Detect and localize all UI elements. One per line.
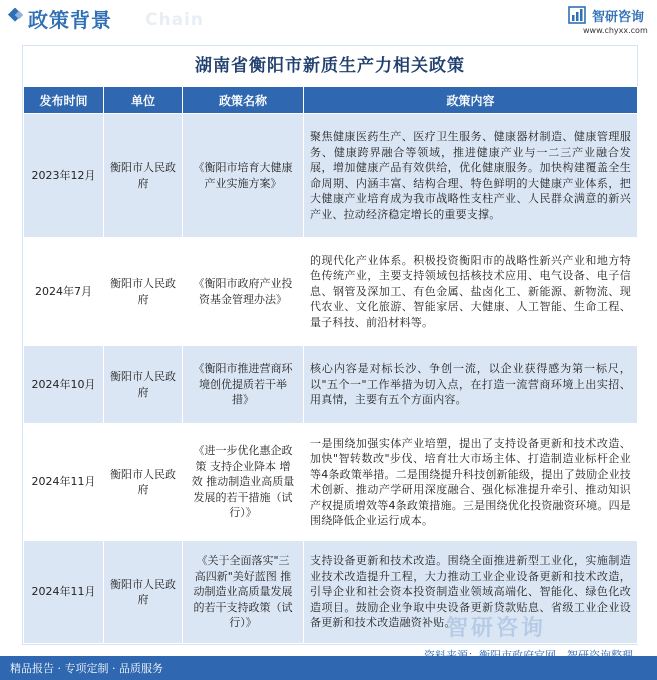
table-row bbox=[24, 424, 638, 541]
cell-unit: 衡阳市人民政府 bbox=[104, 541, 183, 644]
column-header-date: 发布时间 bbox=[24, 87, 104, 114]
section-title: 政策背景 bbox=[28, 8, 112, 32]
cell-policy-name: 《衡阳市政府产业投资基金管理办法》 bbox=[183, 238, 304, 346]
cell-unit: 衡阳市人民政府 bbox=[104, 424, 183, 541]
cell-policy-content: 一是围绕加强实体产业培塑，提出了支持设备更新和技术改造、加快"智转数改"步伐、培育壮大市场主体、打造制造业标杆企业等4条政策举措。二是围绕提升科技创新能级，提出了鼓励企业技术创新、推动产学研用深度融合、强化标准提升牵引、推动知识产权提质增效等4条政策措施。三是围绕优化投资融资环境。四是围绕降低企业运行成本。 bbox=[304, 424, 638, 541]
cell-policy-content: 核心内容是对标长沙、争创一流，以企业获得感为第一标尺，以"五个一"工作举措为切入点，在打造一流营商环境上出实招、用真情，主要有五个方面内容。 bbox=[304, 346, 638, 424]
cell-date: 2024年10月 bbox=[24, 346, 104, 424]
table-row bbox=[24, 346, 638, 424]
table-header-row bbox=[24, 87, 638, 114]
watermark-brand: Chain bbox=[145, 10, 204, 30]
column-header-unit: 单位 bbox=[104, 87, 183, 114]
cell-policy-content: 聚焦健康医药生产、医疗卫生服务、健康器材制造、健康管理服务、健康跨界融合等领域，推进健康产业与一二三产业融合发展，增加健康产品有效供给，优化健康服务。加快构建覆盖全生命周期、内涵丰富、结构合理、特色鲜明的大健康产业体系，把大健康产业培育成为我市战略性支柱产业、人民群众满意的新兴产业、拉动经济稳定增长的重要支撑。 bbox=[304, 114, 638, 238]
column-header-content: 政策内容 bbox=[304, 87, 638, 114]
cell-policy-name: 《衡阳市推进营商环境创优提质若干举措》 bbox=[183, 346, 304, 424]
diamond-marker-icon bbox=[7, 8, 23, 24]
cell-date: 2024年7月 bbox=[24, 238, 104, 346]
table-row bbox=[24, 238, 638, 346]
policy-table bbox=[23, 86, 638, 644]
column-header-name: 政策名称 bbox=[183, 87, 304, 114]
chart-logo-icon bbox=[568, 6, 586, 24]
cell-date: 2023年12月 bbox=[24, 114, 104, 238]
table-row bbox=[24, 114, 638, 238]
footer-slogan: 精品报告 · 专项定制 · 品质服务 bbox=[10, 662, 163, 675]
site-url[interactable]: www.chyxx.com bbox=[583, 26, 648, 35]
cell-date: 2024年11月 bbox=[24, 424, 104, 541]
watermark-logo-text: 智研咨询 bbox=[446, 616, 547, 641]
table-title: 湖南省衡阳市新质生产力相关政策 bbox=[23, 46, 637, 86]
cell-policy-name: 《进一步优化惠企政策 支持企业降本 增效 推动制造业高质量发展的若干措施（试行）》 bbox=[183, 424, 304, 541]
cell-policy-content: 的现代化产业体系。积极投资衡阳市的战略性新兴产业和地方特色传统产业，主要支持领域包括核技术应用、电气设备、电子信息、钢管及深加工、有色金属、盐卤化工、新能源、新物流、现代农业、文化旅游、智能家居、大健康、人工智能、生命工程、量子科技、前沿材料等。 bbox=[304, 238, 638, 346]
cell-date: 2024年11月 bbox=[24, 541, 104, 644]
brand-logo-text: 智研咨询 bbox=[592, 10, 645, 25]
cell-unit: 衡阳市人民政府 bbox=[104, 238, 183, 346]
cell-policy-name: 《衡阳市培育大健康产业实施方案》 bbox=[183, 114, 304, 238]
cell-policy-name: 《关于全面落实"三高四新"美好蓝图 推动制造业高质量发展的若干支持政策（试行）》 bbox=[183, 541, 304, 644]
page-header bbox=[0, 0, 657, 38]
footer-bar bbox=[0, 656, 657, 680]
cell-policy-content: 支持设备更新和技术改造。围绕全面推进新型工业化，实施制造业技术改造提升工程，大力推动工业企业设备更新和技术改造，引导企业和社会资本投资制造业领域高端化、智能化、绿色化改造项目。鼓励企业争取中央设备更新贷款贴息、省级工业企业设备更新和技术改造融资补贴。 bbox=[304, 541, 638, 644]
cell-unit: 衡阳市人民政府 bbox=[104, 346, 183, 424]
policy-table-panel bbox=[22, 45, 638, 645]
cell-unit: 衡阳市人民政府 bbox=[104, 114, 183, 238]
